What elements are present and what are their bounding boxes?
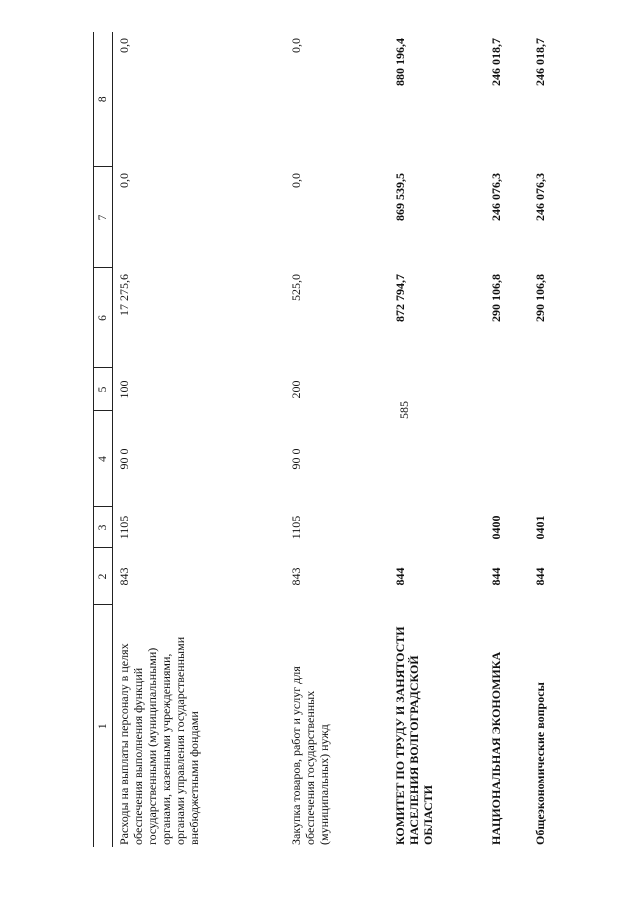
cell-c7: 246 076,3: [489, 173, 503, 221]
cell-c2: 843: [289, 567, 303, 586]
cell-c8: 0,0: [289, 38, 303, 53]
cell-c5: [485, 368, 529, 411]
cell-c4: 90 0: [117, 448, 131, 470]
cell-c6: 872 794,7: [393, 274, 407, 322]
cell-c3: 1105: [289, 515, 303, 540]
cell-c5: [389, 368, 485, 411]
cell-c2: 844: [533, 567, 547, 586]
cell-c3: 0400: [489, 515, 503, 540]
cell-c8: 246 018,7: [533, 38, 547, 86]
cell-c2: 843: [117, 567, 131, 586]
cell-c7: 0,0: [289, 173, 303, 188]
cell-c4: [529, 411, 553, 507]
budget-table-wrapper: [93, 32, 547, 847]
cell-c6: 290 106,8: [533, 274, 547, 322]
cell-c4: [485, 411, 529, 507]
column-header: 7: [94, 167, 113, 268]
cell-c6: 525,0: [289, 274, 303, 301]
table-header-row: [94, 32, 113, 847]
cell-c8: 246 018,7: [489, 38, 503, 86]
table-row: [113, 32, 286, 847]
column-header: 2: [94, 548, 113, 605]
table-row: [389, 32, 485, 847]
cell-c3: 1105: [117, 515, 131, 540]
cell-c5: [529, 368, 553, 411]
cell-c8: 0,0: [117, 38, 131, 53]
cell-c7: 869 539,5: [393, 173, 407, 221]
table-row: [529, 32, 553, 847]
row-name: КОМИТЕТ ПО ТРУДУ И ЗАНЯТОСТИ НАСЕЛЕНИЯ ВОЛГОГРАДСКОЙ ОБЛАСТИ: [393, 626, 435, 845]
column-header: 4: [94, 411, 113, 507]
row-name: Общеэкономические вопросы: [533, 682, 547, 845]
column-header: 1: [94, 605, 113, 847]
cell-c2: 844: [489, 567, 503, 586]
cell-c3: 0401: [533, 515, 547, 540]
cell-c6: 290 106,8: [489, 274, 503, 322]
page-number: 585: [397, 401, 411, 419]
cell-c4: [389, 411, 485, 507]
column-header: 3: [94, 507, 113, 548]
column-header: 8: [94, 32, 113, 167]
table-row: [485, 32, 529, 847]
cell-c8: 880 196,4: [393, 38, 407, 86]
row-name: Закупка товаров, работ и услуг для обеспечения государственных (муниципальных) нужд: [289, 666, 331, 845]
table-row: [285, 32, 389, 847]
row-name: НАЦИОНАЛЬНАЯ ЭКОНОМИКА: [489, 651, 503, 845]
cell-c7: 246 076,3: [533, 173, 547, 221]
cell-c3: [389, 507, 485, 548]
budget-table: [93, 32, 553, 847]
column-header: 5: [94, 368, 113, 411]
cell-c2: 844: [393, 567, 407, 586]
row-name: Расходы на выплаты персоналу в целях обеспечения выполнения функций государственными (муниципальными) органами, казенными учреждениями, органами управления государственными внебюджетными фондами: [117, 636, 201, 845]
cell-c4: 90 0: [289, 448, 303, 470]
cell-c5: 200: [289, 380, 303, 399]
cell-c5: 100: [117, 380, 131, 399]
cell-c6: 17 275,6: [117, 274, 131, 316]
column-header: 6: [94, 268, 113, 368]
cell-c7: 0,0: [117, 173, 131, 188]
